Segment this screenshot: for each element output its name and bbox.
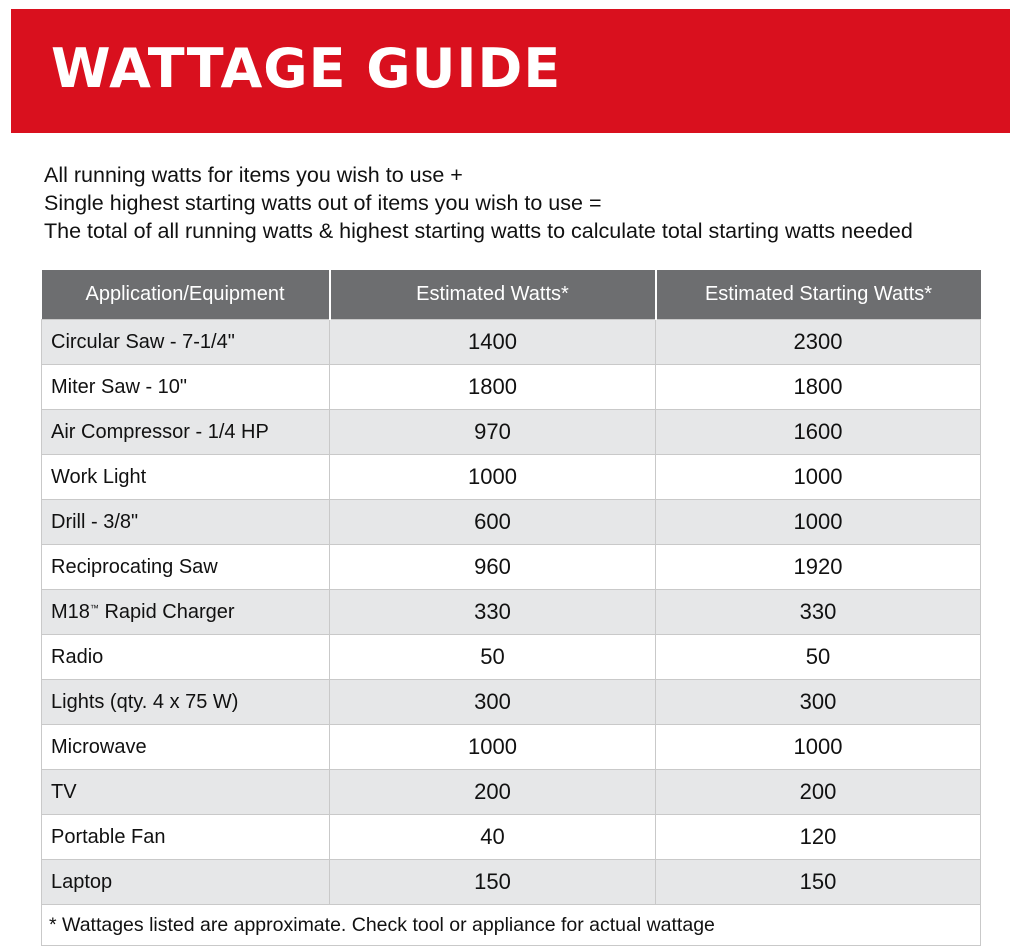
table-row [42, 815, 981, 860]
row-running-watts: 330 [330, 590, 656, 635]
row-application: Portable Fan [42, 815, 330, 860]
table-row [42, 410, 981, 455]
row-starting-watts: 1800 [656, 365, 981, 410]
table-row [42, 545, 981, 590]
header-estimated-watts: Estimated Watts* [330, 270, 656, 320]
row-starting-watts: 2300 [656, 320, 981, 365]
header-application: Application/Equipment [42, 270, 330, 320]
row-running-watts: 200 [330, 770, 656, 815]
row-application: Miter Saw - 10" [42, 365, 330, 410]
table-row [42, 770, 981, 815]
row-starting-watts: 1920 [656, 545, 981, 590]
row-application: Radio [42, 635, 330, 680]
row-running-watts: 600 [330, 500, 656, 545]
page-title: WATTAGE GUIDE [51, 37, 562, 100]
table-row [42, 635, 981, 680]
intro-line-2: Single highest starting watts out of items you wish to use = [44, 191, 602, 215]
row-running-watts: 150 [330, 860, 656, 905]
table-row [42, 860, 981, 905]
row-starting-watts: 120 [656, 815, 981, 860]
row-application: Reciprocating Saw [42, 545, 330, 590]
row-starting-watts: 150 [656, 860, 981, 905]
row-application: Lights (qty. 4 x 75 W) [42, 680, 330, 725]
table-row [42, 500, 981, 545]
row-starting-watts: 330 [656, 590, 981, 635]
row-application: Laptop [42, 860, 330, 905]
row-application: Air Compressor - 1/4 HP [42, 410, 330, 455]
row-starting-watts: 1000 [656, 725, 981, 770]
row-application: Work Light [42, 455, 330, 500]
row-application: Circular Saw - 7-1/4" [42, 320, 330, 365]
row-application-suffix: Rapid Charger [98, 600, 235, 623]
row-application: TV [42, 770, 330, 815]
table-row [42, 680, 981, 725]
title-banner [11, 9, 1010, 133]
intro-text [44, 161, 1004, 245]
row-running-watts: 300 [330, 680, 656, 725]
row-starting-watts: 300 [656, 680, 981, 725]
row-running-watts: 1000 [330, 725, 656, 770]
table-row [42, 365, 981, 410]
row-starting-watts: 1600 [656, 410, 981, 455]
wattage-table-container [41, 270, 980, 946]
footnote: * Wattages listed are approximate. Check tool or appliance for actual wattage [42, 905, 981, 946]
table-header-row [42, 270, 981, 320]
row-running-watts: 50 [330, 635, 656, 680]
row-running-watts: 40 [330, 815, 656, 860]
table-row [42, 320, 981, 365]
row-running-watts: 1800 [330, 365, 656, 410]
row-running-watts: 960 [330, 545, 656, 590]
row-starting-watts: 200 [656, 770, 981, 815]
header-starting-watts: Estimated Starting Watts* [656, 270, 981, 320]
row-running-watts: 970 [330, 410, 656, 455]
row-application: Drill - 3/8" [42, 500, 330, 545]
intro-line-1: All running watts for items you wish to use + [44, 163, 463, 187]
row-running-watts: 1000 [330, 455, 656, 500]
footnote-row [42, 905, 981, 946]
trademark-mark: ™ [89, 602, 99, 613]
row-application: Microwave [42, 725, 330, 770]
row-application [42, 590, 330, 635]
row-starting-watts: 1000 [656, 455, 981, 500]
row-starting-watts: 1000 [656, 500, 981, 545]
wattage-table [41, 270, 981, 946]
table-row [42, 590, 981, 635]
row-running-watts: 1400 [330, 320, 656, 365]
intro-line-3: The total of all running watts & highest starting watts to calculate total starting watts needed [44, 219, 913, 243]
table-row [42, 455, 981, 500]
row-starting-watts: 50 [656, 635, 981, 680]
table-row [42, 725, 981, 770]
row-application-brand: M18 [51, 600, 90, 623]
